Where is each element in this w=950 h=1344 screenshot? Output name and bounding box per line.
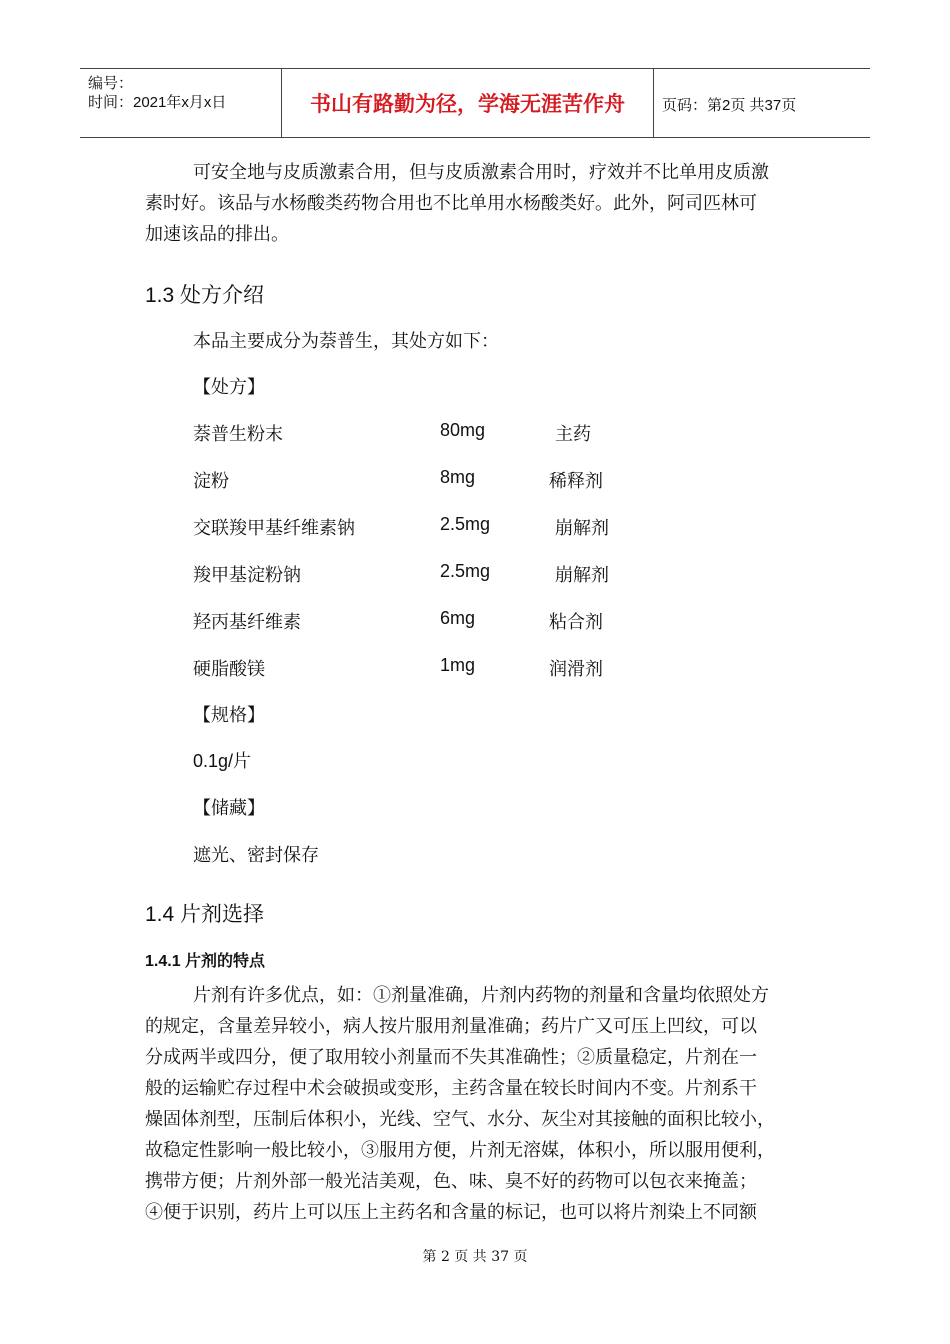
- ingredient-role: 崩解剂: [555, 518, 609, 539]
- paragraph-line: 般的运输贮存过程中术会破损或变形，主药含量在较长时间内不变。片剂系干: [145, 1078, 757, 1099]
- header-number-label: 编号：: [88, 75, 134, 92]
- ingredient-amount: 80mg: [440, 420, 486, 440]
- ingredient-role: 崩解剂: [555, 565, 609, 586]
- paragraph-line: 携带方便；片剂外部一般光洁美观，色、味、臭不好的药物可以包衣来掩盖；: [145, 1171, 757, 1192]
- paragraph-line: 分成两半或四分，便了取用较小剂量而不失其准确性；②质量稳定，片剂在一: [145, 1047, 757, 1068]
- paragraph-line: 燥固体剂型，压制后体积小，光线、空气、水分、灰尘对其接触的面积比较小，: [145, 1109, 775, 1130]
- section-1-4-1-subtitle: 1.4.1 片剂的特点: [145, 953, 266, 970]
- intro-line-1: 可安全地与皮质激素合用，但与皮质激素合用时，疗效并不比单用皮质激: [193, 162, 769, 183]
- header-date-label: 时间：2021年x月x日: [88, 94, 227, 111]
- ingredient-name: 淀粉: [193, 471, 229, 492]
- ingredient-role: 润滑剂: [549, 659, 603, 680]
- intro-line-2: 素时好。该品与水杨酸类药物合用也不比单用水杨酸类好。此外，阿司匹林可: [145, 193, 757, 214]
- header-info-cell: [80, 69, 282, 137]
- section-1-3-title: 1.3 处方介绍: [145, 284, 265, 307]
- paragraph-line: 的规定，含量差异较小，病人按片服用剂量准确；药片广又可压上凹纹，可以: [145, 1016, 757, 1037]
- spec-label: 【规格】: [193, 705, 265, 726]
- ingredient-name: 硬脂酸镁: [193, 659, 265, 680]
- paragraph-line: 故稳定性影响一般比较小，③服用方便，片剂无溶媒，体积小，所以服用便利，: [145, 1140, 775, 1161]
- header-page-label: 页码：第2页 共37页: [662, 97, 797, 114]
- ingredient-amount: 1mg: [440, 655, 476, 675]
- section-1-4-title: 1.4 片剂选择: [145, 903, 265, 926]
- storage-value: 遮光、密封保存: [193, 845, 319, 866]
- spec-value: 0.1g/片: [193, 751, 252, 771]
- section-1-3-intro: 本品主要成分为萘普生，其处方如下：: [193, 331, 499, 352]
- ingredient-name: 交联羧甲基纤维素钠: [193, 518, 355, 539]
- header-motto: 书山有路勤为径，学海无涯苦作舟: [282, 69, 654, 137]
- storage-label: 【储藏】: [193, 798, 265, 819]
- ingredient-amount: 8mg: [440, 467, 476, 487]
- ingredient-role: 粘合剂: [549, 612, 603, 633]
- ingredient-name: 羟丙基纤维素: [193, 612, 301, 633]
- ingredient-role: 主药: [555, 424, 591, 445]
- page-header: [80, 68, 870, 138]
- ingredient-name: 羧甲基淀粉钠: [193, 565, 301, 586]
- intro-line-3: 加速该品的排出。: [145, 224, 289, 245]
- ingredient-amount: 6mg: [440, 608, 476, 628]
- ingredient-name: 萘普生粉末: [193, 424, 283, 445]
- prescription-label: 【处方】: [193, 377, 265, 398]
- ingredient-amount: 2.5mg: [440, 561, 491, 581]
- ingredient-role: 稀释剂: [549, 471, 603, 492]
- ingredient-amount: 2.5mg: [440, 514, 491, 534]
- paragraph-line: ④便于识别，药片上可以压上主药名和含量的标记，也可以将片剂染上不同额: [145, 1202, 757, 1223]
- page-footer: 第 2 页 共 37 页: [422, 1249, 528, 1265]
- paragraph-line: 片剂有许多优点，如：①剂量准确，片剂内药物的剂量和含量均依照处方: [193, 985, 769, 1006]
